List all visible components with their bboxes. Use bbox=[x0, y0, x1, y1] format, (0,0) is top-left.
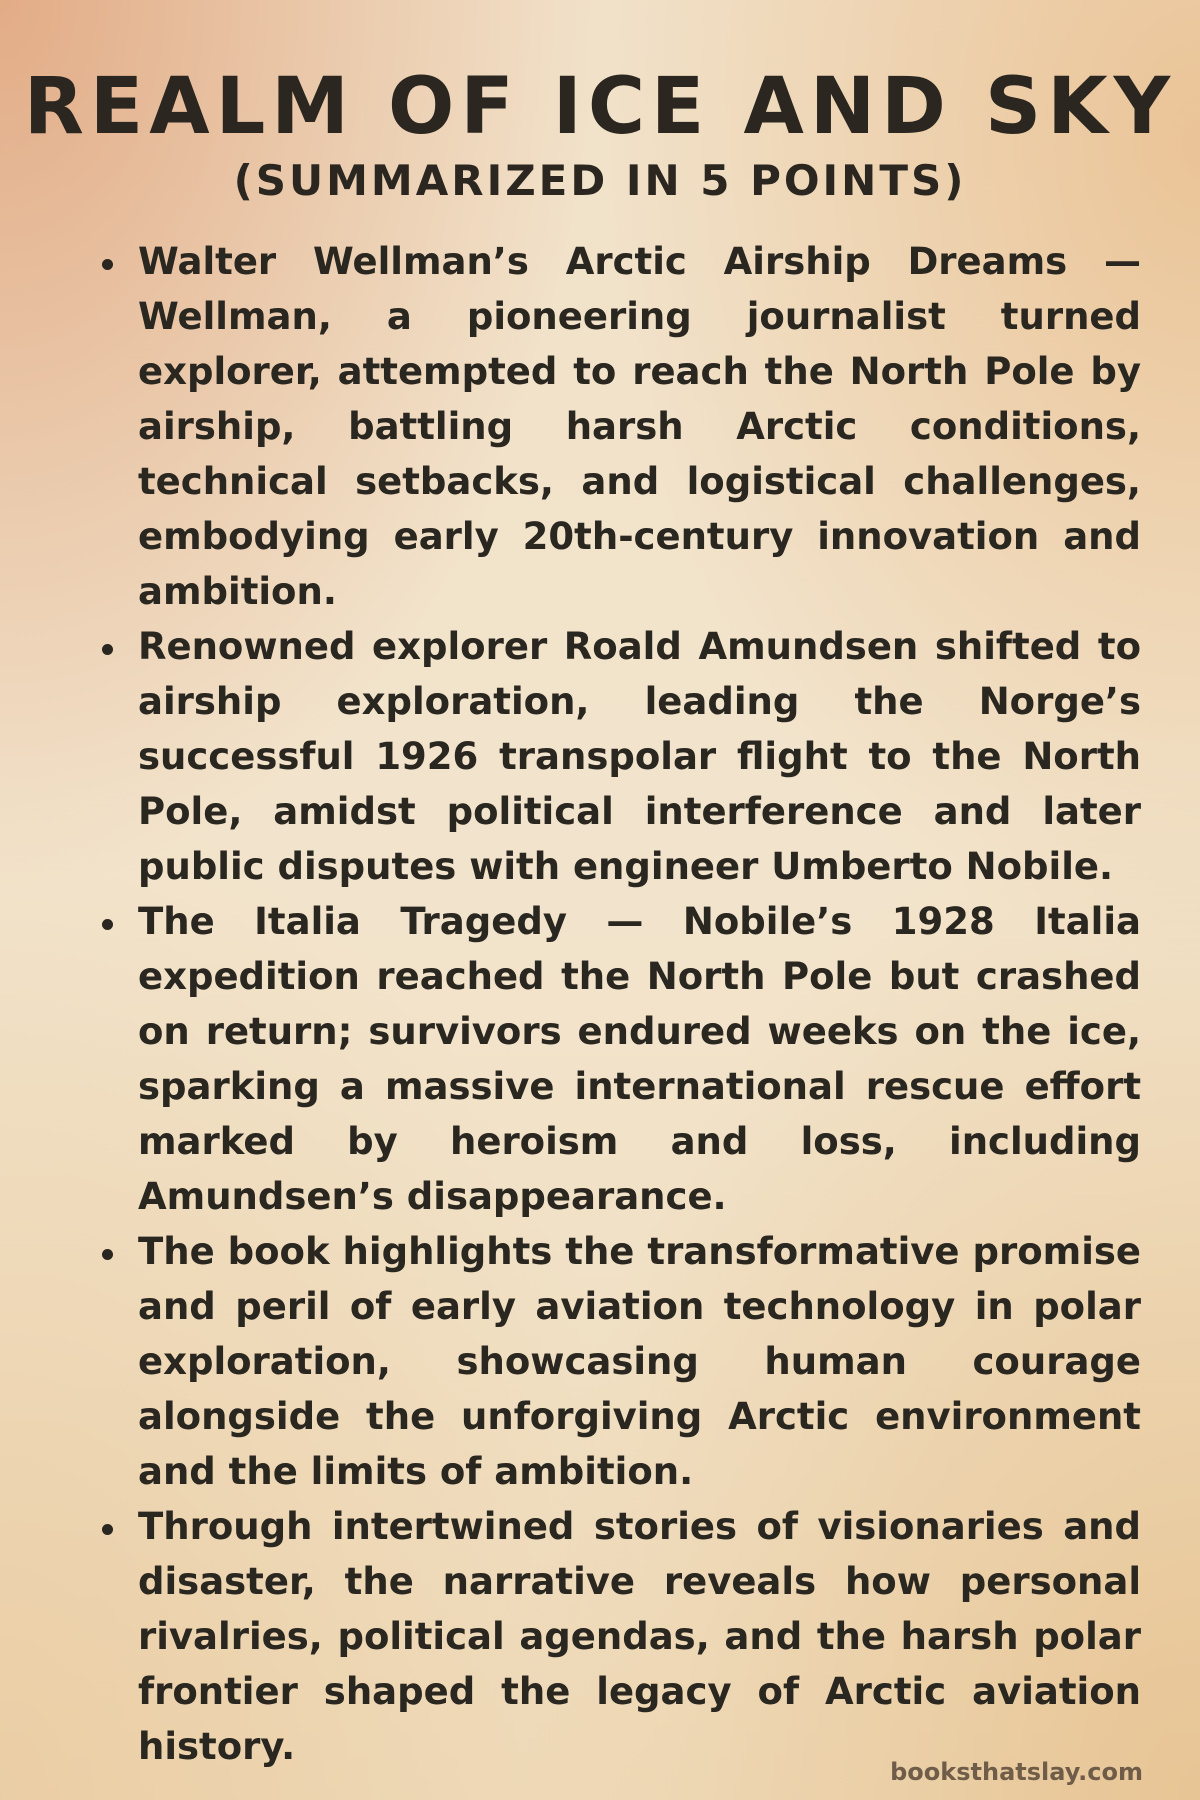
bullet-icon bbox=[102, 919, 113, 930]
site-watermark: booksthatslay.com bbox=[890, 1758, 1143, 1786]
bullet-icon bbox=[102, 1249, 113, 1260]
summary-point-text: The Italia Tragedy — Nobile’s 1928 Italia expedition reached the North Pole but crashed on return; survivors endured weeks on the ice, sparking a massive international rescue effort marked by heroism and loss, including Amundsen’s disappearance. bbox=[138, 900, 1141, 1218]
bullet-icon bbox=[102, 1524, 113, 1535]
summary-points-list bbox=[98, 234, 1141, 1774]
summary-point-text: Through intertwined stories of visionaries and disaster, the narrative reveals how personal rivalries, political agendas, and the harsh polar frontier shaped the legacy of Arctic aviation history. bbox=[138, 1505, 1141, 1768]
summary-point-text: The book highlights the transformative promise and peril of early aviation technology in polar exploration, showcasing human courage alongside the unforgiving Arctic environment and the limits of ambition. bbox=[138, 1230, 1141, 1493]
summary-point-4 bbox=[98, 1224, 1141, 1499]
summary-point-1 bbox=[98, 234, 1141, 619]
page-subtitle: (SUMMARIZED IN 5 POINTS) bbox=[233, 156, 967, 205]
bullet-icon bbox=[102, 644, 113, 655]
summary-point-5 bbox=[98, 1499, 1141, 1774]
summary-point-2 bbox=[98, 619, 1141, 894]
page-title: REALM OF ICE AND SKY bbox=[23, 62, 1177, 152]
summary-point-text: Renowned explorer Roald Amundsen shifted to airship exploration, leading the Norge’s successful 1926 transpolar flight to the North Pole, amidst political interference and later public disputes with engineer Umberto Nobile. bbox=[138, 625, 1141, 888]
summary-point-3 bbox=[98, 894, 1141, 1224]
summary-point-text: Walter Wellman’s Arctic Airship Dreams — Wellman, a pioneering journalist turned explorer, attempted to reach the North Pole by airship, battling harsh Arctic conditions, technical setbacks, and logistical challenges, embodying early 20th-century innovation and ambition. bbox=[138, 240, 1141, 613]
bullet-icon bbox=[102, 259, 113, 270]
